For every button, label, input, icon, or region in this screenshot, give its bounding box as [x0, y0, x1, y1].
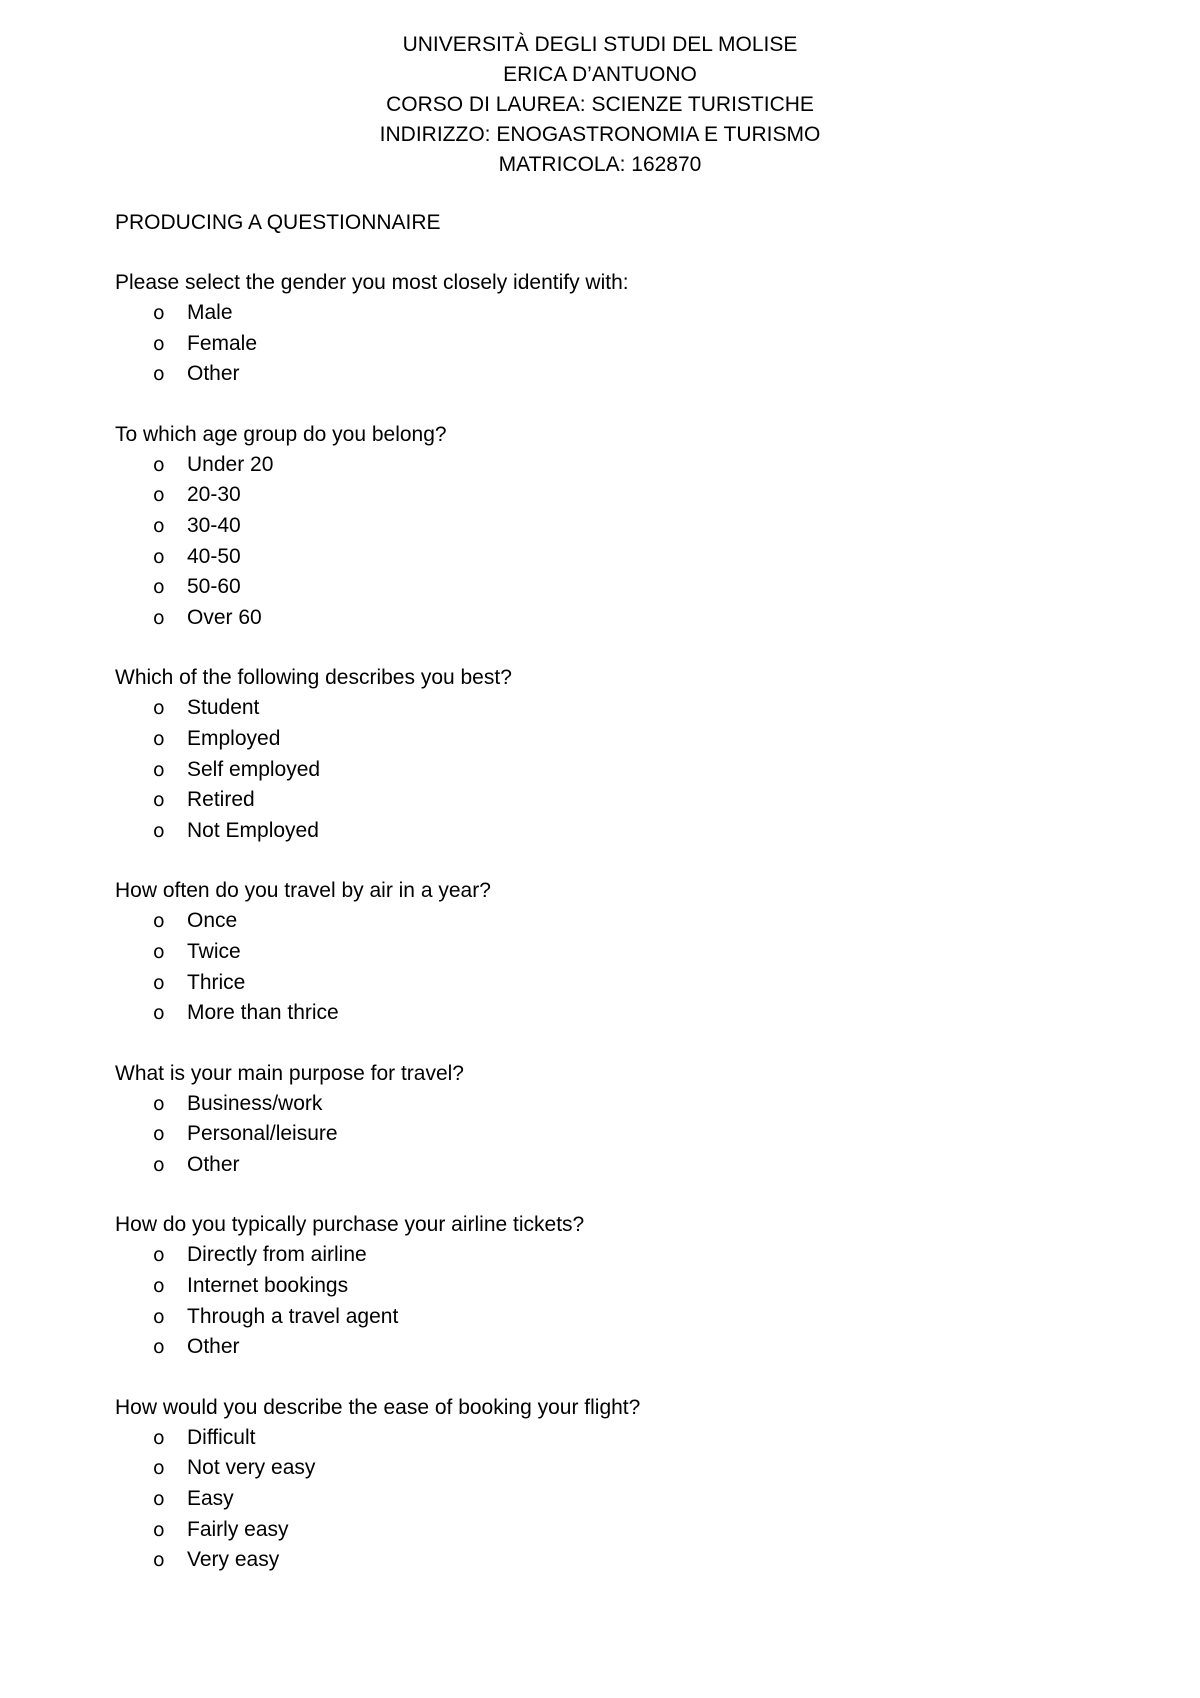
answer-option[interactable]: [115, 755, 1115, 786]
course-address: INDIRIZZO: ENOGASTRONOMIA E TURISMO: [379, 123, 821, 146]
document-header: [0, 30, 1200, 180]
answer-option[interactable]: [115, 480, 1115, 511]
answer-option[interactable]: [115, 937, 1115, 968]
option-label: Over 60: [187, 605, 262, 629]
circle-bullet-icon: o: [153, 1002, 165, 1025]
option-list: [115, 1240, 1115, 1362]
circle-bullet-icon: o: [153, 697, 165, 720]
answer-option[interactable]: [115, 693, 1115, 724]
student-id: MATRICOLA: 162870: [498, 153, 702, 176]
document-title: PRODUCING A QUESTIONNAIRE: [115, 211, 441, 234]
circle-bullet-icon: o: [153, 1092, 165, 1115]
answer-option[interactable]: [115, 1423, 1115, 1454]
circle-bullet-icon: o: [153, 1426, 165, 1449]
option-label: 50-60: [187, 575, 241, 599]
option-label: More than thrice: [187, 1001, 339, 1025]
answer-option[interactable]: [115, 329, 1115, 360]
degree-course: CORSO DI LAUREA: SCIENZE TURISTICHE: [386, 93, 814, 116]
circle-bullet-icon: o: [153, 971, 165, 994]
answer-option[interactable]: [115, 1302, 1115, 1333]
question-text: How often do you travel by air in a year?: [115, 879, 491, 903]
circle-bullet-icon: o: [153, 1275, 165, 1298]
option-label: Self employed: [187, 757, 321, 781]
answer-option[interactable]: [115, 724, 1115, 755]
option-label: Twice: [187, 939, 241, 963]
answer-option[interactable]: [115, 359, 1115, 390]
option-label: Very easy: [187, 1548, 280, 1572]
question-block: [115, 1210, 1115, 1362]
answer-option[interactable]: [115, 1089, 1115, 1120]
answer-option[interactable]: [115, 816, 1115, 847]
option-label: Female: [187, 331, 258, 355]
circle-bullet-icon: o: [153, 514, 165, 537]
question-text: Which of the following describes you best?: [115, 666, 512, 690]
answer-option[interactable]: [115, 968, 1115, 999]
question-text: To which age group do you belong?: [115, 422, 447, 446]
question-text: What is your main purpose for travel?: [115, 1061, 464, 1085]
option-label: Fairly easy: [187, 1517, 289, 1541]
circle-bullet-icon: o: [153, 1305, 165, 1328]
question-list: [115, 268, 1115, 1576]
option-label: 30-40: [187, 513, 241, 537]
circle-bullet-icon: o: [153, 453, 165, 476]
option-label: 20-30: [187, 483, 241, 507]
answer-option[interactable]: [115, 1545, 1115, 1576]
circle-bullet-icon: o: [153, 302, 165, 324]
option-list: [115, 450, 1115, 634]
answer-option[interactable]: [115, 450, 1115, 481]
option-label: Not very easy: [187, 1456, 316, 1480]
circle-bullet-icon: o: [153, 1518, 165, 1541]
circle-bullet-icon: o: [153, 1457, 165, 1480]
circle-bullet-icon: o: [153, 940, 165, 963]
question-block: [115, 876, 1115, 1028]
option-label: Retired: [187, 788, 255, 812]
option-label: Difficult: [187, 1425, 256, 1449]
question-text: Please select the gender you most closely identify with:: [115, 271, 629, 294]
option-label: Business/work: [187, 1091, 323, 1115]
answer-option[interactable]: [115, 572, 1115, 603]
university-name: UNIVERSITÀ DEGLI STUDI DEL MOLISE: [402, 33, 798, 56]
option-label: Not Employed: [187, 818, 319, 842]
question-block: [115, 420, 1115, 634]
circle-bullet-icon: o: [153, 332, 165, 355]
answer-option[interactable]: [115, 1271, 1115, 1302]
answer-option[interactable]: [115, 1484, 1115, 1515]
option-list: [115, 1089, 1115, 1181]
answer-option[interactable]: [115, 603, 1115, 634]
option-label: Easy: [187, 1487, 234, 1511]
option-label: Other: [187, 362, 240, 386]
option-list: [115, 906, 1115, 1028]
circle-bullet-icon: o: [153, 545, 165, 568]
circle-bullet-icon: o: [153, 727, 165, 750]
option-label: Through a travel agent: [187, 1304, 399, 1328]
answer-option[interactable]: [115, 1119, 1115, 1150]
answer-option[interactable]: [115, 1453, 1115, 1484]
answer-option[interactable]: [115, 1332, 1115, 1363]
option-label: Student: [187, 696, 260, 720]
circle-bullet-icon: o: [153, 484, 165, 507]
option-list: [115, 298, 1115, 390]
option-label: Male: [187, 301, 233, 324]
circle-bullet-icon: o: [153, 1123, 165, 1146]
option-label: Personal/leisure: [187, 1122, 338, 1146]
circle-bullet-icon: o: [153, 576, 165, 599]
answer-option[interactable]: [115, 1150, 1115, 1181]
option-label: Employed: [187, 726, 281, 750]
option-label: Other: [187, 1152, 240, 1176]
option-label: Once: [187, 909, 238, 933]
question-block: [115, 268, 1115, 390]
question-block: [115, 1059, 1115, 1181]
answer-option[interactable]: [115, 906, 1115, 937]
option-list: [115, 1423, 1115, 1576]
circle-bullet-icon: o: [153, 789, 165, 812]
circle-bullet-icon: o: [153, 606, 165, 629]
circle-bullet-icon: o: [153, 1336, 165, 1359]
answer-option[interactable]: [115, 998, 1115, 1029]
circle-bullet-icon: o: [153, 1549, 165, 1572]
option-label: Thrice: [187, 970, 246, 994]
question-text: How would you describe the ease of booking your flight?: [115, 1395, 641, 1419]
circle-bullet-icon: o: [153, 1244, 165, 1267]
answer-option[interactable]: [115, 511, 1115, 542]
question-text: How do you typically purchase your airline tickets?: [115, 1213, 585, 1237]
student-name: ERICA D’ANTUONO: [503, 63, 697, 86]
questionnaire-body: [115, 208, 1115, 1606]
option-list: [115, 693, 1115, 846]
circle-bullet-icon: o: [153, 819, 165, 842]
question-block: [115, 1393, 1115, 1576]
answer-option[interactable]: [115, 785, 1115, 816]
answer-option[interactable]: [115, 1515, 1115, 1546]
circle-bullet-icon: o: [153, 1488, 165, 1511]
option-label: Directly from airline: [187, 1243, 367, 1267]
answer-option[interactable]: [115, 1240, 1115, 1271]
answer-option[interactable]: [115, 298, 1115, 329]
option-label: 40-50: [187, 544, 241, 568]
circle-bullet-icon: o: [153, 758, 165, 781]
option-label: Under 20: [187, 452, 274, 476]
option-label: Internet bookings: [187, 1274, 349, 1298]
question-block: [115, 663, 1115, 846]
option-label: Other: [187, 1335, 240, 1359]
answer-option[interactable]: [115, 542, 1115, 573]
circle-bullet-icon: o: [153, 1153, 165, 1176]
circle-bullet-icon: o: [153, 910, 165, 933]
circle-bullet-icon: o: [153, 363, 165, 386]
